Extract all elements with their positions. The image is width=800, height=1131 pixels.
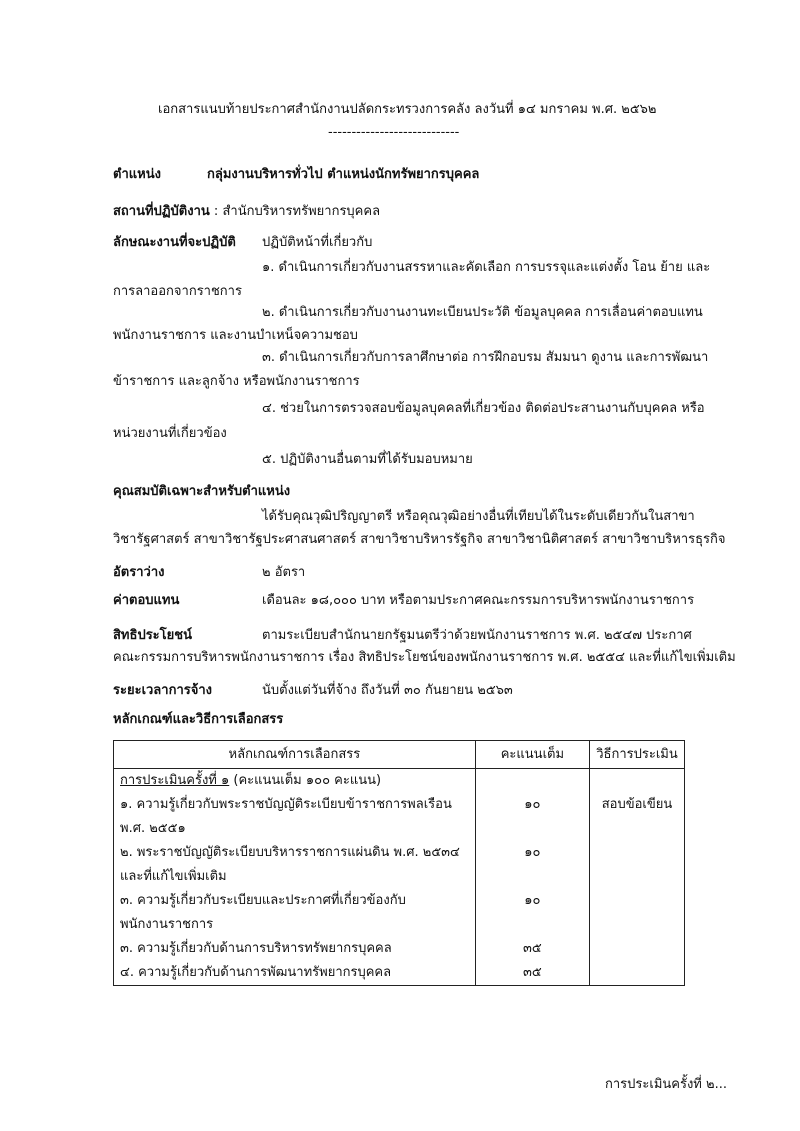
- column-header: คะแนนเต็ม: [475, 741, 589, 769]
- criterion-text: พนักงานราชการ: [114, 913, 476, 937]
- header-rule: ----------------------------: [328, 125, 460, 140]
- salary-label: ค่าตอบแทน: [113, 593, 180, 608]
- table-row: [114, 889, 685, 913]
- table-row: [114, 961, 685, 986]
- criterion-text: ๓. ความรู้เกี่ยวกับด้านการบริหารทรัพยากรบุคคล: [114, 937, 476, 961]
- table-row: [114, 865, 685, 889]
- table-row: [114, 937, 685, 961]
- workplace-value: สำนักบริหารทรัพยากรบุคคล: [222, 204, 381, 219]
- criterion-score: [475, 817, 589, 841]
- table-row: [114, 793, 685, 817]
- qualification-text: วิชารัฐศาสตร์ สาขาวิชารัฐประศาสนศาสตร์ สาขาวิชาบริหารรัฐกิจ สาขาวิชานิติศาสตร์ สาขาวิชาบริหารธุรกิจ: [113, 532, 726, 547]
- column-header: หลักเกณฑ์การเลือกสรร: [114, 741, 476, 769]
- column-header: วิธีการประเมิน: [589, 741, 684, 769]
- criteria-table: [113, 740, 685, 986]
- duty-item-line: พนักงานราชการ และงานบำเหน็จความชอบ: [113, 328, 358, 343]
- qualification-text: ได้รับคุณวุฒิปริญญาตรี หรือคุณวุฒิอย่างอื่นที่เทียบได้ในระดับเดียวกันในสาขา: [262, 509, 695, 524]
- criteria-label: หลักเกณฑ์และวิธีการเลือกสรร: [113, 712, 284, 727]
- benefits-text: คณะกรรมการบริหารพนักงานราชการ เรื่อง สิทธิประโยชน์ของพนักงานราชการ พ.ศ. ๒๕๕๔ และที่แก้ไขเพิ่มเติม: [113, 650, 736, 665]
- criterion-text: ๑. ความรู้เกี่ยวกับพระราชบัญญัติระเบียบข้าราชการพลเรือน: [114, 793, 476, 817]
- period-value: นับตั้งแต่วันที่จ้าง ถึงวันที่ ๓๐ กันยายน ๒๕๖๓: [262, 683, 513, 698]
- workplace-label: สถานที่ปฏิบัติงาน: [113, 204, 210, 219]
- table-row: [114, 817, 685, 841]
- salary-value: เดือนละ ๑๘,๐๐๐ บาท หรือตามประกาศคณะกรรมการบริหารพนักงานราชการ: [262, 593, 695, 608]
- benefits-text: ตามระเบียบสำนักนายกรัฐมนตรีว่าด้วยพนักงานราชการ พ.ศ. ๒๕๔๗ ประกาศ: [262, 628, 692, 643]
- vacancy-label: อัตราว่าง: [113, 565, 165, 580]
- duty-item-line: การลาออกจากราชการ: [113, 284, 242, 299]
- criterion-score: ๑๐: [475, 793, 589, 817]
- table-header-row: [114, 741, 685, 769]
- round-note: (คะแนนเต็ม ๑๐๐ คะแนน): [233, 773, 382, 788]
- evaluation-method: สอบข้อเขียน: [589, 793, 684, 817]
- table-row: [114, 841, 685, 865]
- duties-intro: ปฏิบัติหน้าที่เกี่ยวกับ: [262, 235, 373, 250]
- benefits-label: สิทธิประโยชน์: [113, 628, 192, 643]
- round-title: การประเมินครั้งที่ ๑: [120, 773, 230, 788]
- qualification-label: คุณสมบัติเฉพาะสำหรับตำแหน่ง: [113, 484, 291, 499]
- position-value: กลุ่มงานบริหารทั่วไป ตำแหน่งนักทรัพยากรบุคคล: [207, 167, 480, 182]
- criterion-text: ๓. ความรู้เกี่ยวกับระเบียบและประกาศที่เกี่ยวข้องกับ: [114, 889, 476, 913]
- position-label: ตำแหน่ง: [113, 167, 161, 182]
- duty-item-line: ๔. ช่วยในการตรวจสอบข้อมูลบุคคลที่เกี่ยวข้อง ติดต่อประสานงานกับบุคคล หรือ: [262, 401, 705, 416]
- criterion-score: [475, 865, 589, 889]
- criterion-text: ๔. ความรู้เกี่ยวกับด้านการพัฒนาทรัพยากรบุคคล: [114, 961, 476, 986]
- duty-item-line: ๓. ดำเนินการเกี่ยวกับการลาศึกษาต่อ การฝึกอบรม สัมมนา ดูงาน และการพัฒนา: [262, 350, 709, 365]
- continued-footer: การประเมินครั้งที่ ๒...: [605, 1077, 727, 1092]
- criterion-text: ๒. พระราชบัญญัติระเบียบบริหารราชการแผ่นดิน พ.ศ. ๒๕๓๔: [114, 841, 476, 865]
- criterion-score: ๓๕: [475, 961, 589, 986]
- criterion-text: พ.ศ. ๒๕๕๑: [114, 817, 476, 841]
- vacancy-value: ๒ อัตรา: [262, 565, 306, 580]
- duties-label: ลักษณะงานที่จะปฏิบัติ: [113, 235, 236, 250]
- criterion-score: [475, 913, 589, 937]
- table-row: [114, 913, 685, 937]
- duty-item-line: ๑. ดำเนินการเกี่ยวกับงานสรรหาและคัดเลือก การบรรจุและแต่งตั้ง โอน ย้าย และ: [262, 260, 711, 275]
- period-label: ระยะเวลาการจ้าง: [113, 683, 212, 698]
- workplace-row: [113, 203, 380, 221]
- criterion-score: ๑๐: [475, 889, 589, 913]
- duty-item-line: ข้าราชการ และลูกจ้าง หรือพนักงานราชการ: [113, 374, 360, 389]
- table-row: [114, 769, 685, 794]
- header-title: เอกสารแนบท้ายประกาศสำนักงานปลัดกระทรวงการคลัง ลงวันที่ ๑๔ มกราคม พ.ศ. ๒๕๖๒: [158, 102, 657, 117]
- duty-item-line: ๒. ดำเนินการเกี่ยวกับงานงานทะเบียนประวัติ ข้อมูลบุคคล การเลื่อนค่าตอบแทน: [262, 305, 703, 320]
- criterion-score: ๑๐: [475, 841, 589, 865]
- duty-item-line: ๕. ปฏิบัติงานอื่นตามที่ได้รับมอบหมาย: [262, 452, 473, 467]
- workplace-sep: :: [213, 204, 219, 219]
- duty-item-line: หน่วยงานที่เกี่ยวข้อง: [113, 426, 227, 441]
- round-title-cell: [114, 769, 476, 794]
- criterion-text: และที่แก้ไขเพิ่มเติม: [114, 865, 476, 889]
- criterion-score: ๓๕: [475, 937, 589, 961]
